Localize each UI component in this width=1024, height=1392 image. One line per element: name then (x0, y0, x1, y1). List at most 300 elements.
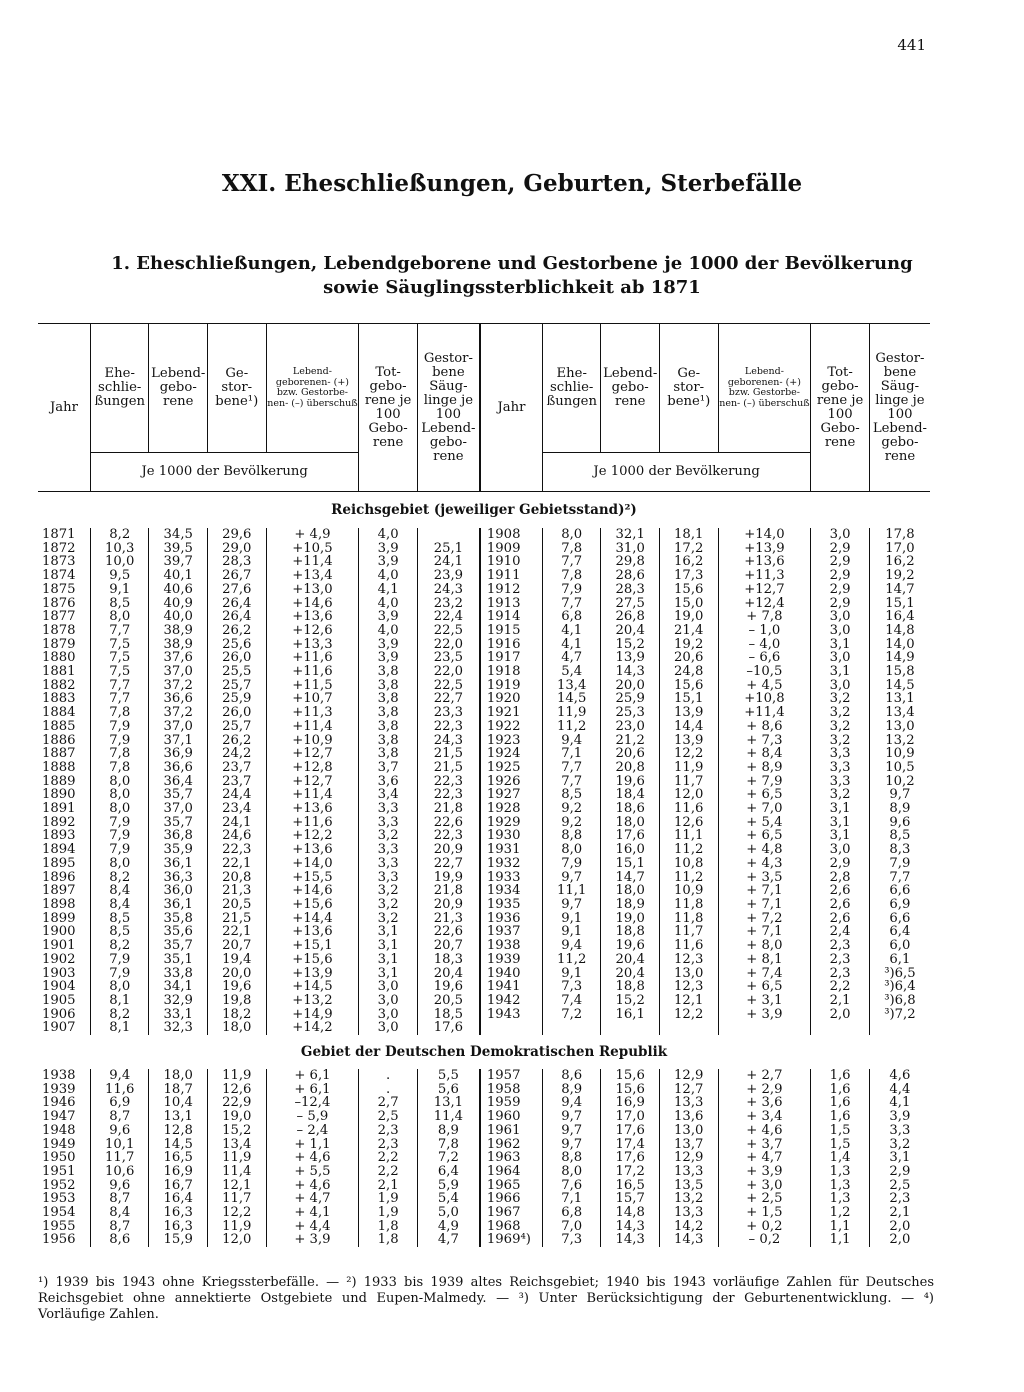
table-row (38, 843, 930, 857)
table-cell: 1876 (42, 595, 76, 611)
table-cell: 22,7 (417, 857, 480, 871)
table-cell: 1935 (480, 898, 543, 912)
table-cell: 1,6 (811, 1069, 870, 1083)
table-cell: 1942 (480, 994, 543, 1008)
table-row (38, 967, 930, 981)
table-cell: + 3,5 (718, 871, 811, 885)
table-cell: 7,7 (90, 679, 149, 693)
table-cell: 7,4 (542, 994, 601, 1008)
table-cell: 7,8 (417, 1138, 480, 1152)
table-cell: + 7,3 (718, 734, 811, 748)
table-cell: 1,2 (811, 1206, 870, 1220)
table-cell: 8,5 (90, 925, 149, 939)
table-cell: 3,6 (359, 775, 418, 789)
table-row (38, 734, 930, 748)
table-cell: 36,1 (149, 898, 208, 912)
table-cell: 7,7 (542, 761, 601, 775)
table-cell: +14,5 (266, 980, 359, 994)
table-cell: + 0,2 (718, 1220, 811, 1234)
table-cell: 18,4 (601, 788, 660, 802)
table-row (38, 706, 930, 720)
table-cell: 2,0 (869, 1220, 930, 1234)
table-cell: 1906 (42, 1006, 76, 1022)
table-cell: +12,6 (266, 624, 359, 638)
table-cell: 1,3 (811, 1165, 870, 1179)
table-cell: 7,3 (542, 980, 601, 994)
table-cell: 1969⁴) (480, 1233, 543, 1247)
table-row (38, 1138, 930, 1152)
table-cell: 14,7 (601, 871, 660, 885)
table-cell: 28,6 (601, 569, 660, 583)
table-cell: 3,1 (811, 816, 870, 830)
table-row (38, 583, 930, 597)
table-cell: 22,3 (417, 829, 480, 843)
table-cell: 12,6 (659, 816, 718, 830)
table-cell: . (359, 1083, 418, 1097)
table-row (38, 816, 930, 830)
table-cell: 2,9 (811, 583, 870, 597)
table-cell: 1917 (480, 651, 543, 665)
table-cell: 1874 (42, 568, 76, 584)
table-cell: 1930 (480, 829, 543, 843)
table-cell: 7,8 (90, 747, 149, 761)
table-cell: 18,0 (208, 1021, 267, 1035)
table-cell: 26,0 (208, 706, 267, 720)
table-row (38, 1083, 930, 1097)
col-saeug-left: Gestor- bene Säug- linge je 100 Lebend- gebo- rene (417, 324, 480, 492)
table-cell: 11,6 (90, 1083, 149, 1097)
table-cell: +12,7 (718, 583, 811, 597)
table-cell: 1,5 (811, 1138, 870, 1152)
table-cell: 12,9 (659, 1151, 718, 1165)
table-cell: 11,8 (659, 912, 718, 926)
table-cell: 3,8 (359, 692, 418, 706)
table-cell: 17,4 (601, 1138, 660, 1152)
table-cell: 1929 (480, 816, 543, 830)
table-row (38, 802, 930, 816)
table-cell: 3,3 (359, 871, 418, 885)
table-cell: 2,2 (359, 1165, 418, 1179)
table-cell: 7,3 (542, 1233, 601, 1247)
table-cell: 12,1 (659, 994, 718, 1008)
table-cell: 18,9 (601, 898, 660, 912)
table-cell: + 2,7 (718, 1069, 811, 1083)
table-cell: + 2,9 (718, 1083, 811, 1097)
table-cell: 3,9 (359, 555, 418, 569)
table-cell: 3,3 (811, 775, 870, 789)
table-cell: 28,3 (208, 555, 267, 569)
table-cell: 3,2 (359, 912, 418, 926)
table-cell: 9,5 (90, 569, 149, 583)
table-cell: + 3,9 (718, 1008, 811, 1022)
table-body (38, 492, 930, 1248)
table-cell: 11,1 (542, 884, 601, 898)
table-cell (869, 1021, 930, 1035)
table-cell: 4,0 (359, 569, 418, 583)
table-cell: 1878 (42, 622, 76, 638)
table-cell: – 2,4 (266, 1124, 359, 1138)
table-cell: + 4,6 (266, 1179, 359, 1193)
table-cell: 1946 (42, 1095, 76, 1111)
table-cell: +15,1 (266, 939, 359, 953)
table-row (38, 720, 930, 734)
table-cell: 1940 (480, 967, 543, 981)
table-cell: 3,7 (359, 761, 418, 775)
table-cell: + 7,1 (718, 884, 811, 898)
table-cell: 3,0 (811, 843, 870, 857)
table-cell: 13,4 (542, 679, 601, 693)
table-row (38, 1151, 930, 1165)
table-cell: 15,6 (601, 1069, 660, 1083)
table-cell: 1894 (42, 842, 76, 858)
table-cell: 22,0 (417, 638, 480, 652)
table-cell (417, 528, 480, 542)
table-cell: 8,7 (90, 1110, 149, 1124)
table-cell: 22,9 (208, 1096, 267, 1110)
table-cell: ³)6,4 (869, 980, 930, 994)
table-cell: 5,4 (417, 1192, 480, 1206)
table-cell: +12,7 (266, 747, 359, 761)
col-gest-right: Ge- stor- bene¹) (659, 324, 718, 453)
table-cell: 2,1 (869, 1206, 930, 1220)
table-cell: 1918 (480, 665, 543, 679)
table-cell: + 1,1 (266, 1138, 359, 1152)
table-cell: 13,3 (659, 1165, 718, 1179)
table-cell: 25,9 (601, 692, 660, 706)
table-row (38, 898, 930, 912)
table-cell: 37,6 (149, 651, 208, 665)
table-cell: + 7,4 (718, 967, 811, 981)
table-cell: – 4,0 (718, 638, 811, 652)
table-cell: 8,4 (90, 898, 149, 912)
table-cell: 7,9 (90, 843, 149, 857)
table-cell: + 6,5 (718, 788, 811, 802)
table-cell: 5,6 (417, 1083, 480, 1097)
table-cell: 14,0 (869, 638, 930, 652)
table-cell: 19,4 (208, 953, 267, 967)
table-cell: 6,4 (417, 1165, 480, 1179)
table-cell: 2,2 (359, 1151, 418, 1165)
table-cell: 37,2 (149, 706, 208, 720)
table-cell: 1,3 (811, 1179, 870, 1193)
table-cell: 35,7 (149, 939, 208, 953)
table-cell: – 0,2 (718, 1233, 811, 1247)
table-cell: 8,6 (90, 1233, 149, 1247)
table-cell: 12,3 (659, 980, 718, 994)
table-cell: +11,6 (266, 816, 359, 830)
col-lebend-right: Lebend- gebo- rene (601, 324, 660, 453)
table-cell: 15,2 (601, 638, 660, 652)
table-cell: 1927 (480, 788, 543, 802)
table-cell: 1902 (42, 951, 76, 967)
table-cell: –12,4 (266, 1096, 359, 1110)
table-cell: 36,0 (149, 884, 208, 898)
table-cell: 29,0 (208, 542, 267, 556)
table-cell: 17,6 (601, 829, 660, 843)
table-cell: 6,0 (869, 939, 930, 953)
table-cell: 15,7 (601, 1192, 660, 1206)
table-cell: 9,4 (542, 939, 601, 953)
table-cell: + 3,4 (718, 1110, 811, 1124)
table-cell: 22,6 (417, 925, 480, 939)
table-cell: + 4,3 (718, 857, 811, 871)
table-cell: 7,9 (90, 720, 149, 734)
table-cell: 17,0 (869, 542, 930, 556)
table-cell: 14,8 (601, 1206, 660, 1220)
table-cell: +11,6 (266, 665, 359, 679)
table-cell: 11,7 (659, 925, 718, 939)
table-cell: 2,8 (811, 871, 870, 885)
table-cell: 11,7 (659, 775, 718, 789)
table-cell: 1968 (480, 1220, 543, 1234)
table-cell: 12,0 (659, 788, 718, 802)
table-cell: 4,1 (542, 624, 601, 638)
table-cell: 2,4 (811, 925, 870, 939)
table-cell: 7,7 (90, 624, 149, 638)
table-cell: 16,5 (149, 1151, 208, 1165)
table-cell: 3,2 (811, 720, 870, 734)
table-cell: 3,8 (359, 734, 418, 748)
table-cell: 2,3 (811, 967, 870, 981)
table-cell: 7,8 (90, 761, 149, 775)
table-cell: 1958 (480, 1083, 543, 1097)
table-cell: 8,9 (869, 802, 930, 816)
table-cell: 15,1 (659, 692, 718, 706)
table-cell: 9,7 (542, 1138, 601, 1152)
table-cell: 29,8 (601, 555, 660, 569)
table-row (38, 542, 930, 556)
table-cell: 25,7 (208, 679, 267, 693)
table-cell: 12,2 (659, 1008, 718, 1022)
table-cell: 1922 (480, 720, 543, 734)
table-row (38, 761, 930, 775)
table-cell: 1,9 (359, 1192, 418, 1206)
table-cell: 13,3 (659, 1206, 718, 1220)
table-cell: 3,0 (811, 528, 870, 542)
table-row (38, 1233, 930, 1247)
table-cell: 2,9 (811, 542, 870, 556)
table-cell: 9,4 (90, 1069, 149, 1083)
table-cell: 3,2 (811, 788, 870, 802)
table-cell: 4,6 (869, 1069, 930, 1083)
table-cell: 10,6 (90, 1165, 149, 1179)
table-cell: 20,6 (659, 651, 718, 665)
table-cell: 18,5 (417, 1008, 480, 1022)
table-cell: 8,8 (542, 829, 601, 843)
table-cell: 8,0 (90, 802, 149, 816)
table-cell: 20,7 (208, 939, 267, 953)
table-cell: 21,5 (208, 912, 267, 926)
table-cell: 1910 (480, 555, 543, 569)
table-cell: – 5,9 (266, 1110, 359, 1124)
table-cell: 1893 (42, 828, 76, 844)
table-row (38, 665, 930, 679)
table-cell: 3,3 (359, 816, 418, 830)
table-cell: 31,0 (601, 542, 660, 556)
table-cell: 1967 (480, 1206, 543, 1220)
table-cell: 1,1 (811, 1233, 870, 1247)
table-cell: 22,6 (417, 816, 480, 830)
table-cell: 14,3 (601, 665, 660, 679)
table-cell: 18,7 (149, 1083, 208, 1097)
table-cell: 1886 (42, 732, 76, 748)
table-cell: 1,8 (359, 1233, 418, 1247)
table-cell: 3,2 (811, 692, 870, 706)
table-cell: 21,4 (659, 624, 718, 638)
table-cell: 10,9 (659, 884, 718, 898)
table-cell: 20,5 (208, 898, 267, 912)
table-cell: 1941 (480, 980, 543, 994)
table-cell: 8,9 (542, 1083, 601, 1097)
table-cell: 1901 (42, 938, 76, 954)
table-cell: 20,7 (417, 939, 480, 953)
table-cell: 13,5 (659, 1179, 718, 1193)
table-cell: 10,1 (90, 1138, 149, 1152)
table-cell: +11,3 (266, 706, 359, 720)
table-cell: 36,4 (149, 775, 208, 789)
table-cell: 14,3 (601, 1220, 660, 1234)
table-cell: 1,9 (359, 1206, 418, 1220)
table-cell: + 6,5 (718, 980, 811, 994)
table-cell: 1932 (480, 857, 543, 871)
table-cell: 9,4 (542, 1096, 601, 1110)
table-cell: 23,4 (208, 802, 267, 816)
table-cell: 19,8 (208, 994, 267, 1008)
table-cell: 10,3 (90, 542, 149, 556)
table-cell: 8,6 (542, 1069, 601, 1083)
table-cell: 3,0 (359, 1021, 418, 1035)
table-cell: 21,5 (417, 747, 480, 761)
table-cell: 20,9 (417, 843, 480, 857)
table-row (38, 788, 930, 802)
table-cell (542, 1021, 601, 1035)
table-cell: 23,2 (417, 597, 480, 611)
table-cell: 2,6 (811, 912, 870, 926)
table-cell: 1950 (42, 1150, 76, 1166)
table-cell: 13,2 (659, 1192, 718, 1206)
table-cell: 19,6 (601, 939, 660, 953)
table-cell: 36,3 (149, 871, 208, 885)
table-cell: 40,6 (149, 583, 208, 597)
table-cell: 11,9 (208, 1220, 267, 1234)
table-cell: 32,9 (149, 994, 208, 1008)
table-cell: 13,6 (659, 1110, 718, 1124)
table-cell: 2,0 (869, 1233, 930, 1247)
col-per1000-right: Je 1000 der Bevölkerung (542, 453, 810, 492)
table-cell: 24,2 (208, 747, 267, 761)
table-cell: 1891 (42, 801, 76, 817)
table-cell: + 3,0 (718, 1179, 811, 1193)
table-cell: +13,9 (718, 542, 811, 556)
table-cell: 1912 (480, 583, 543, 597)
table-cell: 19,9 (417, 871, 480, 885)
table-row (38, 555, 930, 569)
table-cell: 13,9 (601, 651, 660, 665)
table-cell: +13,9 (266, 967, 359, 981)
table-cell: + 7,0 (718, 802, 811, 816)
table-cell: 1939 (480, 953, 543, 967)
table-cell: 25,7 (208, 720, 267, 734)
table-cell: 1937 (480, 925, 543, 939)
table-cell: 35,8 (149, 912, 208, 926)
table-cell: 14,3 (601, 1233, 660, 1247)
table-cell: 1964 (480, 1165, 543, 1179)
table-cell: + 6,1 (266, 1083, 359, 1097)
table-cell: 1933 (480, 871, 543, 885)
table-cell: 11,2 (542, 953, 601, 967)
table-cell: 23,7 (208, 775, 267, 789)
table-cell: 11,9 (208, 1151, 267, 1165)
table-cell: 1,8 (359, 1220, 418, 1234)
table-cell: + 8,6 (718, 720, 811, 734)
table-cell: + 4,9 (266, 528, 359, 542)
table-cell: 4,7 (417, 1233, 480, 1247)
table-cell: 3,4 (359, 788, 418, 802)
table-cell: 16,2 (659, 555, 718, 569)
table-cell: 7,5 (90, 638, 149, 652)
table-cell: 8,0 (90, 610, 149, 624)
table-cell: –10,5 (718, 665, 811, 679)
table-cell (659, 1021, 718, 1035)
table-cell: 9,7 (542, 898, 601, 912)
table-cell: 8,3 (869, 843, 930, 857)
table-cell: 2,9 (811, 569, 870, 583)
table-cell: 3,2 (869, 1138, 930, 1152)
table-cell: 3,9 (359, 610, 418, 624)
table-cell: 20,4 (417, 967, 480, 981)
table-cell: 12,8 (149, 1124, 208, 1138)
table-cell: 7,0 (542, 1220, 601, 1234)
table-cell: 18,0 (601, 884, 660, 898)
table-cell: 18,2 (208, 1008, 267, 1022)
table-cell: 1885 (42, 718, 76, 734)
table-cell: 9,1 (542, 925, 601, 939)
table-cell: 7,7 (542, 597, 601, 611)
table-row (38, 597, 930, 611)
table-cell: 22,1 (208, 925, 267, 939)
table-cell: 19,0 (659, 610, 718, 624)
table-cell: +11,5 (266, 679, 359, 693)
table-cell: 20,0 (601, 679, 660, 693)
table-cell: + 3,7 (718, 1138, 811, 1152)
table-cell: 3,0 (811, 610, 870, 624)
table-cell: 12,2 (208, 1206, 267, 1220)
table-cell: 1898 (42, 896, 76, 912)
table-cell: 15,6 (659, 583, 718, 597)
table-row (38, 912, 930, 926)
table-cell: +11,4 (266, 555, 359, 569)
table-cell: +11,4 (266, 720, 359, 734)
table-cell: 9,2 (542, 802, 601, 816)
table-cell: 12,2 (659, 747, 718, 761)
table-cell: 1897 (42, 883, 76, 899)
table-row (38, 939, 930, 953)
table-cell: 18,3 (417, 953, 480, 967)
table-cell: ³)7,2 (869, 1008, 930, 1022)
table-cell: +13,3 (266, 638, 359, 652)
table-cell: 38,9 (149, 638, 208, 652)
table-cell: 12,1 (208, 1179, 267, 1193)
table-cell: 23,7 (208, 761, 267, 775)
table-cell: 1956 (42, 1232, 76, 1248)
table-cell: +14,4 (266, 912, 359, 926)
table-cell: 2,0 (811, 1008, 870, 1022)
table-cell: 22,5 (417, 624, 480, 638)
table-cell: + 4,6 (266, 1151, 359, 1165)
table-cell: 8,0 (542, 528, 601, 542)
table-cell: 17,2 (659, 542, 718, 556)
table-cell: 7,7 (869, 871, 930, 885)
